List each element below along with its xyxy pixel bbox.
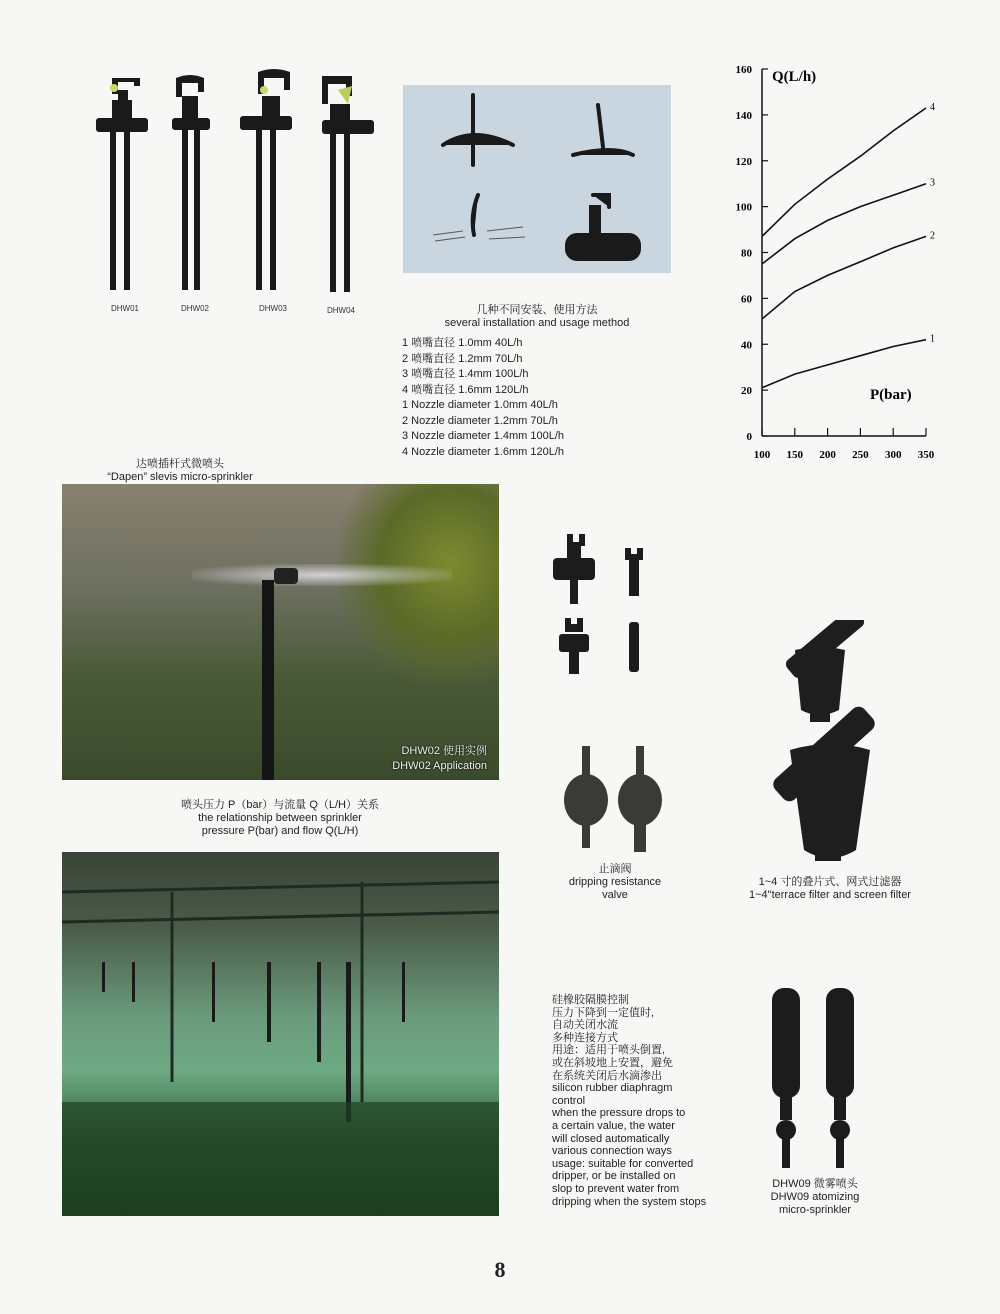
valve-caption-en-2: valve (602, 889, 628, 901)
chart-y-tick-label: 80 (741, 247, 752, 260)
chart-series-label-2: 2 (930, 230, 935, 242)
relationship-caption-en-2: pressure P(bar) and flow Q(L/H) (201, 825, 359, 837)
description-line: 硅橡胶隔膜控制 (552, 994, 629, 1006)
valve-caption-en-1: dripping resistance (568, 876, 662, 888)
chart-y-tick-label: 140 (735, 109, 752, 122)
nozzle-spec-line: 4 喷嘴直径 1.6mm 120L/h (402, 383, 529, 396)
chart-series-label-3: 3 (930, 177, 935, 189)
description-line: will closed automatically (552, 1132, 670, 1145)
nozzle-spec-line: 1 Nozzle diameter 1.0mm 40L/h (402, 399, 558, 411)
chart-y-axis-label: Q(L/h) (772, 69, 817, 85)
diaphragm-description (552, 994, 742, 1208)
installation-illustration (403, 85, 671, 273)
description-line: dripping when the system stops (552, 1195, 707, 1208)
relationship-caption-en-1: the relationship between sprinkler (198, 812, 362, 824)
sprinkler-application-photo (62, 484, 499, 780)
chart-y-tick-label: 60 (741, 293, 752, 306)
pressure-flow-chart (720, 55, 980, 475)
filter-caption-en: 1~4"terrace filter and screen filter (749, 889, 911, 901)
nozzle-spec-line: 3 喷嘴直径 1.4mm 100L/h (402, 368, 529, 380)
dripping-resistance-valve-image (560, 742, 680, 862)
description-line: silicon rubber diaphragm (552, 1082, 673, 1095)
product-row-top (90, 60, 390, 320)
chart-x-tick-label: 150 (786, 449, 804, 461)
description-line: control (552, 1094, 586, 1107)
description-line: 在系统关闭后水滴渗出 (552, 1069, 662, 1082)
chart-x-tick-label: 100 (753, 449, 771, 461)
description-line: slop to prevent water from (552, 1182, 680, 1195)
chart-series-line-2 (762, 236, 926, 319)
atomizing-sprinkler-image (760, 984, 870, 1174)
chart-y-tick-label: 20 (741, 385, 752, 398)
label-dhw01: DHW01 (110, 304, 139, 313)
sprinkler-photo-title-cn: 达喷插杆式微喷头 (136, 458, 224, 470)
chart-y-tick-label: 100 (735, 201, 752, 214)
greenhouse-structure (62, 852, 499, 1216)
installation-title-cn: 几种不同安装、使用方法 (476, 304, 598, 316)
chart-x-tick-label: 200 (819, 449, 836, 461)
atomizer-caption-en-1: DHW09 atomizing (770, 1191, 860, 1203)
description-line: 多种连接方式 (552, 1031, 618, 1044)
sprinkler-photo-title-en: “Dapen” slevis micro-sprinkler (107, 471, 253, 483)
description-line: when the pressure drops to (552, 1107, 686, 1120)
description-line: 压力下降到一定值时, (552, 1006, 655, 1019)
chart-series-line-3 (762, 184, 926, 264)
photo-overlay-cn: DHW02 使用实例 (401, 745, 487, 757)
chart-series-line-4 (762, 108, 926, 236)
nozzle-spec-line: 3 Nozzle diameter 1.4mm 100L/h (402, 430, 565, 442)
chart-series-line-1 (762, 340, 926, 388)
filter-image (760, 620, 880, 865)
micro-sprinklers-image (90, 60, 390, 300)
label-dhw03: DHW03 (258, 304, 287, 313)
page-number: 8 (494, 1257, 506, 1282)
chart-y-tick-label: 0 (746, 431, 752, 443)
nozzle-spec-line: 1 喷嘴直径 1.0mm 40L/h (402, 337, 523, 349)
description-line: various connection ways (552, 1145, 672, 1158)
relationship-caption-cn: 喷头压力 P（bar）与流量 Q（L/H）关系 (180, 799, 380, 811)
chart-y-tick-label: 120 (735, 155, 752, 168)
nozzle-spec-line: 4 Nozzle diameter 1.6mm 120L/h (402, 445, 565, 458)
nozzle-spec-line: 2 Nozzle diameter 1.2mm 70L/h (402, 414, 558, 427)
description-line: usage: suitable for converted (552, 1157, 694, 1170)
description-line: 用途：适用于喷头倒置, (552, 1044, 666, 1057)
label-dhw02: DHW02 (180, 304, 209, 313)
nozzle-spec-line: 2 喷嘴直径 1.2mm 70L/h (402, 352, 523, 365)
photo-overlay-en: DHW02 Application (392, 760, 487, 772)
atomizer-caption-en-2: micro-sprinkler (778, 1204, 852, 1216)
sprinkler-stake (262, 580, 274, 780)
connector-fittings-image (545, 528, 665, 678)
chart-x-tick-label: 350 (917, 449, 935, 461)
chart-y-tick-label: 40 (741, 339, 752, 352)
filter-caption-cn: 1~4 寸的叠片式、网式过滤器 (758, 876, 902, 888)
chart-x-tick-label: 250 (852, 449, 869, 461)
nozzle-spec-list (402, 336, 662, 460)
valve-caption-cn: 止滴阀 (598, 863, 632, 875)
chart-x-axis-label: P(bar) (870, 387, 912, 403)
chart-series-label-1: 1 (930, 333, 935, 345)
sprinkler-head (274, 568, 298, 584)
atomizer-caption-cn: DHW09 微雾喷头 (772, 1178, 858, 1190)
description-line: a certain value, the water (552, 1119, 675, 1132)
description-line: 自动关闭水流 (552, 1019, 618, 1032)
installation-methods-image (403, 85, 671, 273)
description-line: 或在斜坡地上安置，避免 (552, 1056, 673, 1069)
chart-series-group (762, 102, 935, 388)
chart-y-tick-label: 160 (735, 64, 752, 76)
label-dhw04: DHW04 (326, 306, 355, 315)
description-line: dripper, or be installed on (552, 1170, 676, 1183)
installation-title-en: several installation and usage method (444, 317, 630, 329)
chart-x-tick-label: 300 (884, 449, 902, 461)
greenhouse-misting-photo (62, 852, 499, 1216)
chart-series-label-4: 4 (930, 101, 935, 113)
